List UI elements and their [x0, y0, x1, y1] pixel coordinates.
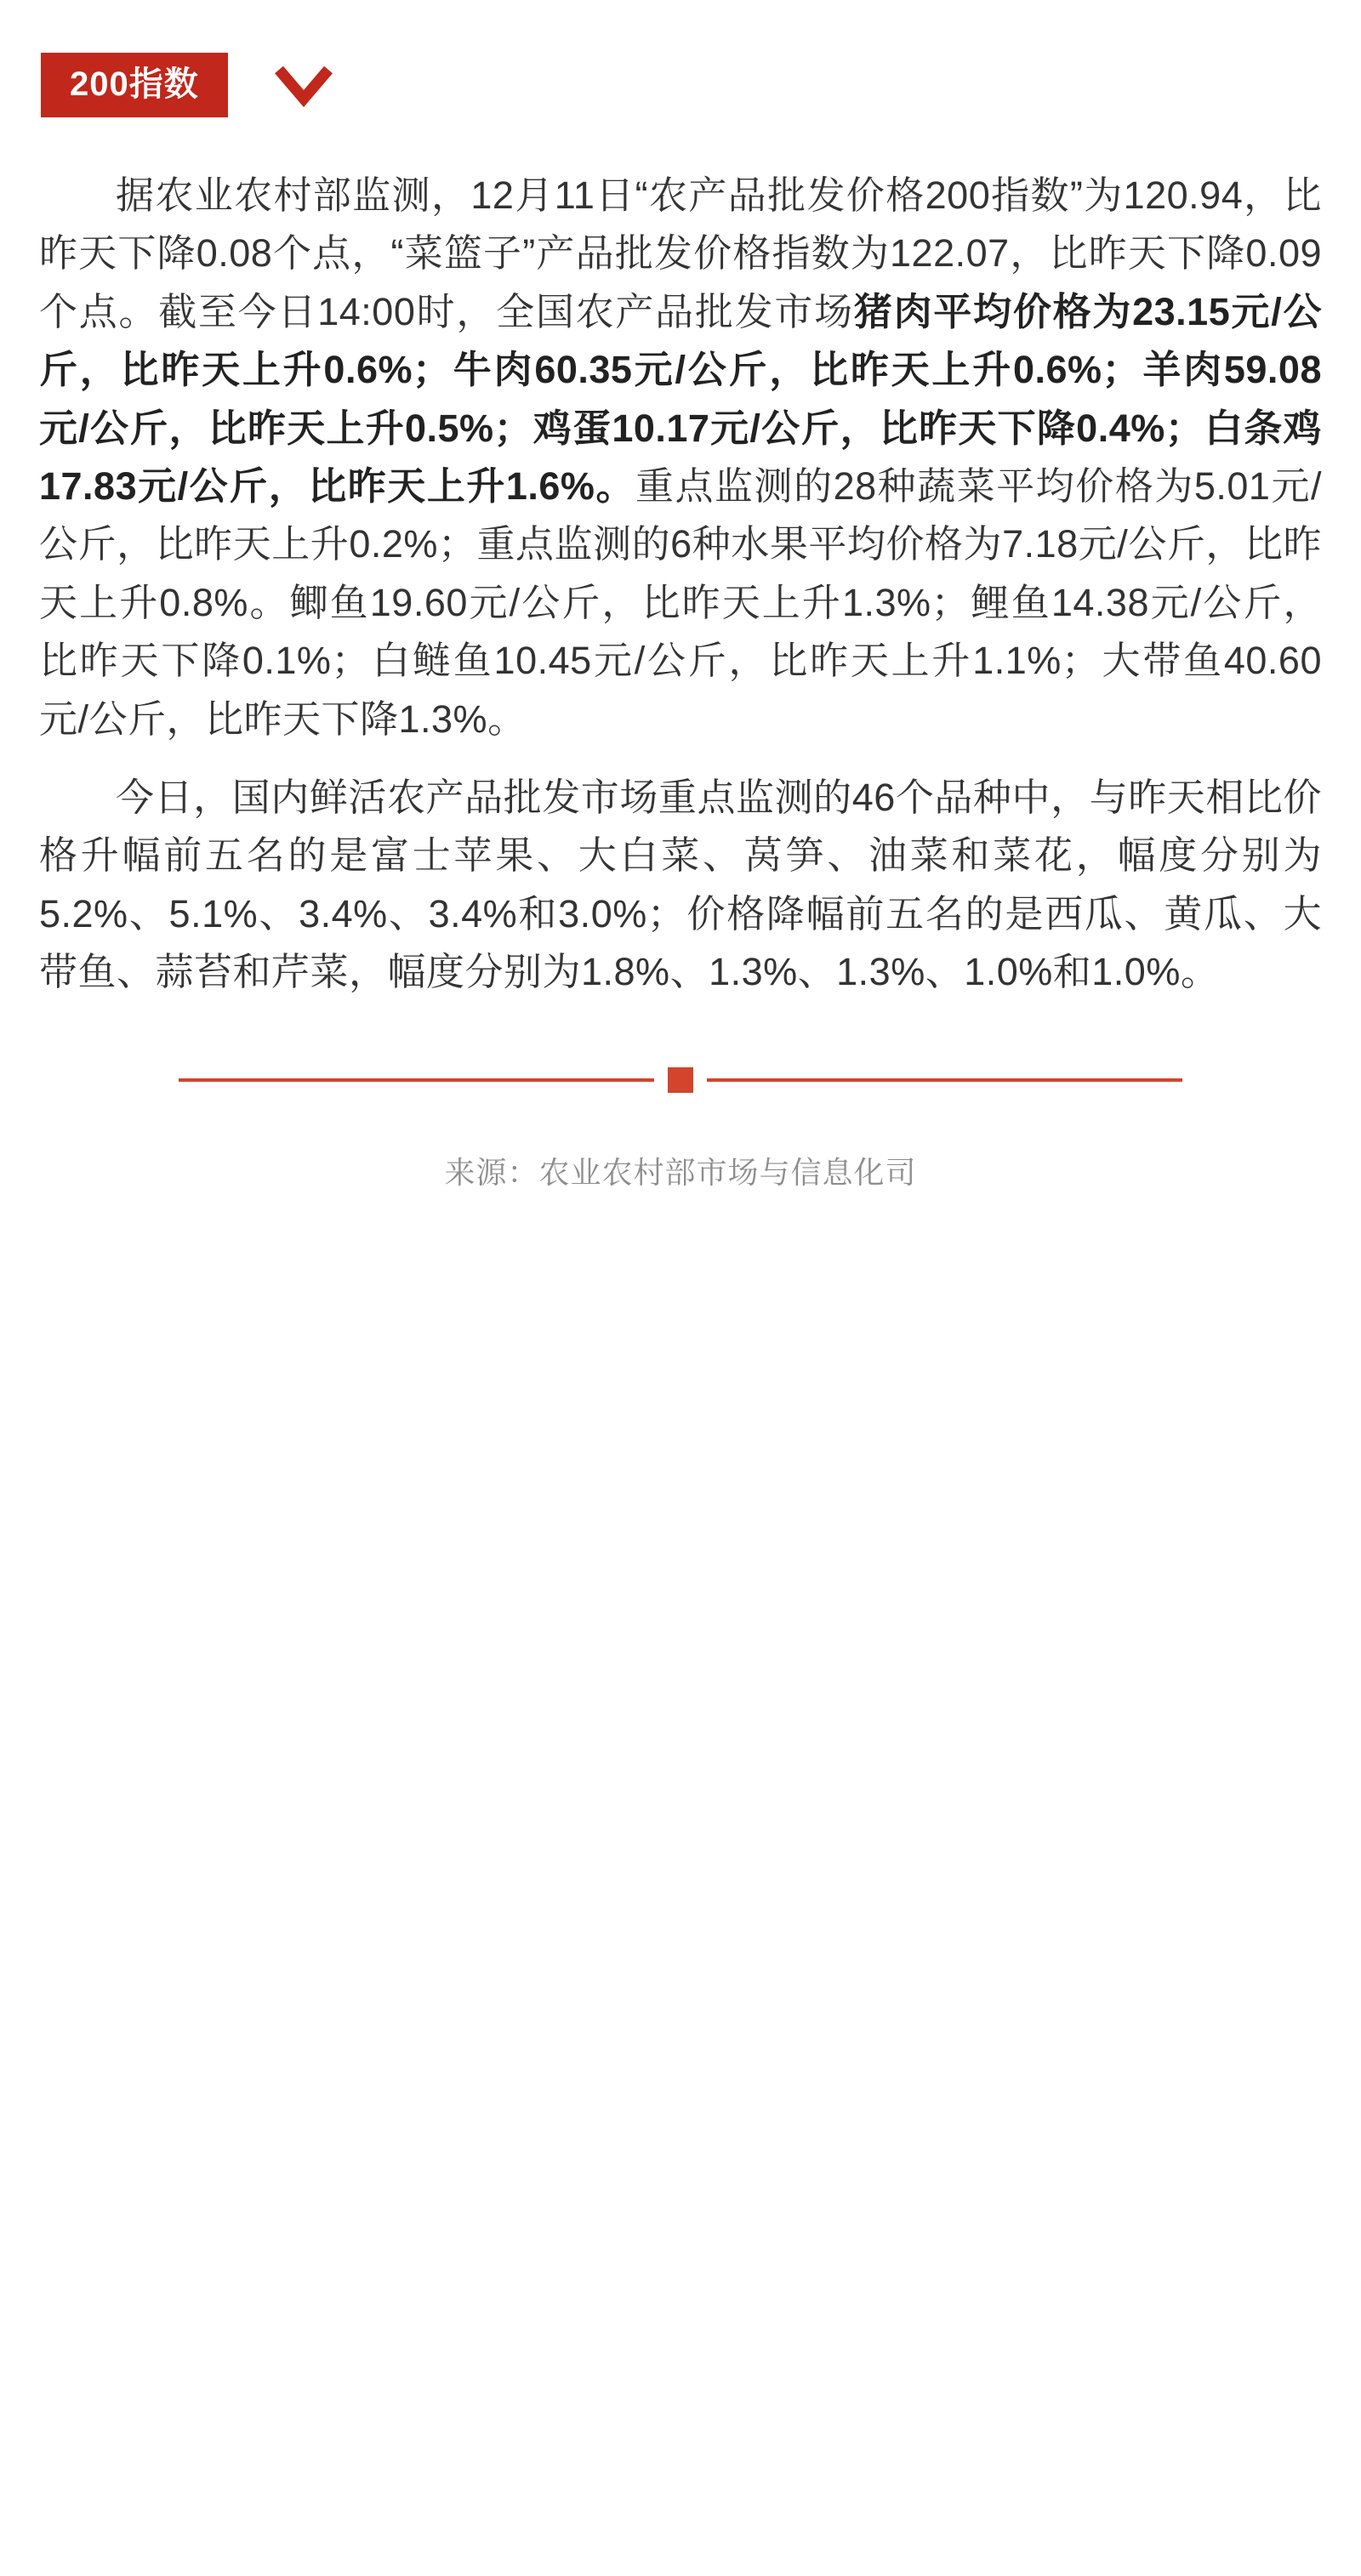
- section-badge: 200指数: [41, 53, 228, 117]
- source-text: 来源：农业农村部市场与信息化司: [444, 1155, 917, 1191]
- text-run-1: 据农业农村部监测，12月11日“农产品批发价格200指数”为120.94，比昨天下降0.08个点，“菜篮子”产品批发价格指数为122.07，比昨天下降0.09个点。截至今日14:00时，全国农产品批发市场: [39, 173, 1322, 333]
- chevron-down-icon[interactable]: [272, 61, 335, 109]
- page-header: [0, 0, 1361, 117]
- divider-rule-right: [707, 1078, 1182, 1082]
- text-run-2: 猪肉平均价格为23.15元/公斤，比昨天上升0.6%；牛肉60.35元/公斤，比昨天上升0.6%；羊肉59.08元/公斤，比昨天上升0.5%；鸡蛋10.17元/公斤，比昨天下降0.4%；白条鸡17.83元/公斤，比昨天上升1.6%。: [39, 289, 1322, 508]
- paragraph-2: [39, 769, 1322, 1002]
- text-run-3: 重点监测的28种蔬菜平均价格为5.01元/公斤，比昨天上升0.2%；重点监测的6种水果平均价格为7.18元/公斤，比昨天上升0.8%。鲫鱼19.60元/公斤，比昨天上升1.3%；鲤鱼14.38元/公斤，比昨天下降0.1%；白鲢鱼10.45元/公斤，比昨天上升1.1%；大带鱼40.60元/公斤，比昨天下降1.3%。: [39, 463, 1322, 741]
- divider-rule-left: [179, 1078, 654, 1082]
- article-body: [0, 117, 1361, 1001]
- text-run-1: 今日，国内鲜活农产品批发市场重点监测的46个品种中，与昨天相比价格升幅前五名的是富士苹果、大白菜、莴笋、油菜和菜花，幅度分别为5.2%、5.1%、3.4%、3.4%和3.0%；价格降幅前五名的是西瓜、黄瓜、大带鱼、蒜苔和芹菜，幅度分别为1.8%、1.3%、1.3%、1.0%和1.0%。: [39, 775, 1322, 994]
- divider-square: [668, 1067, 693, 1093]
- paragraph-1: [39, 167, 1322, 748]
- footer-divider: [179, 1067, 1182, 1093]
